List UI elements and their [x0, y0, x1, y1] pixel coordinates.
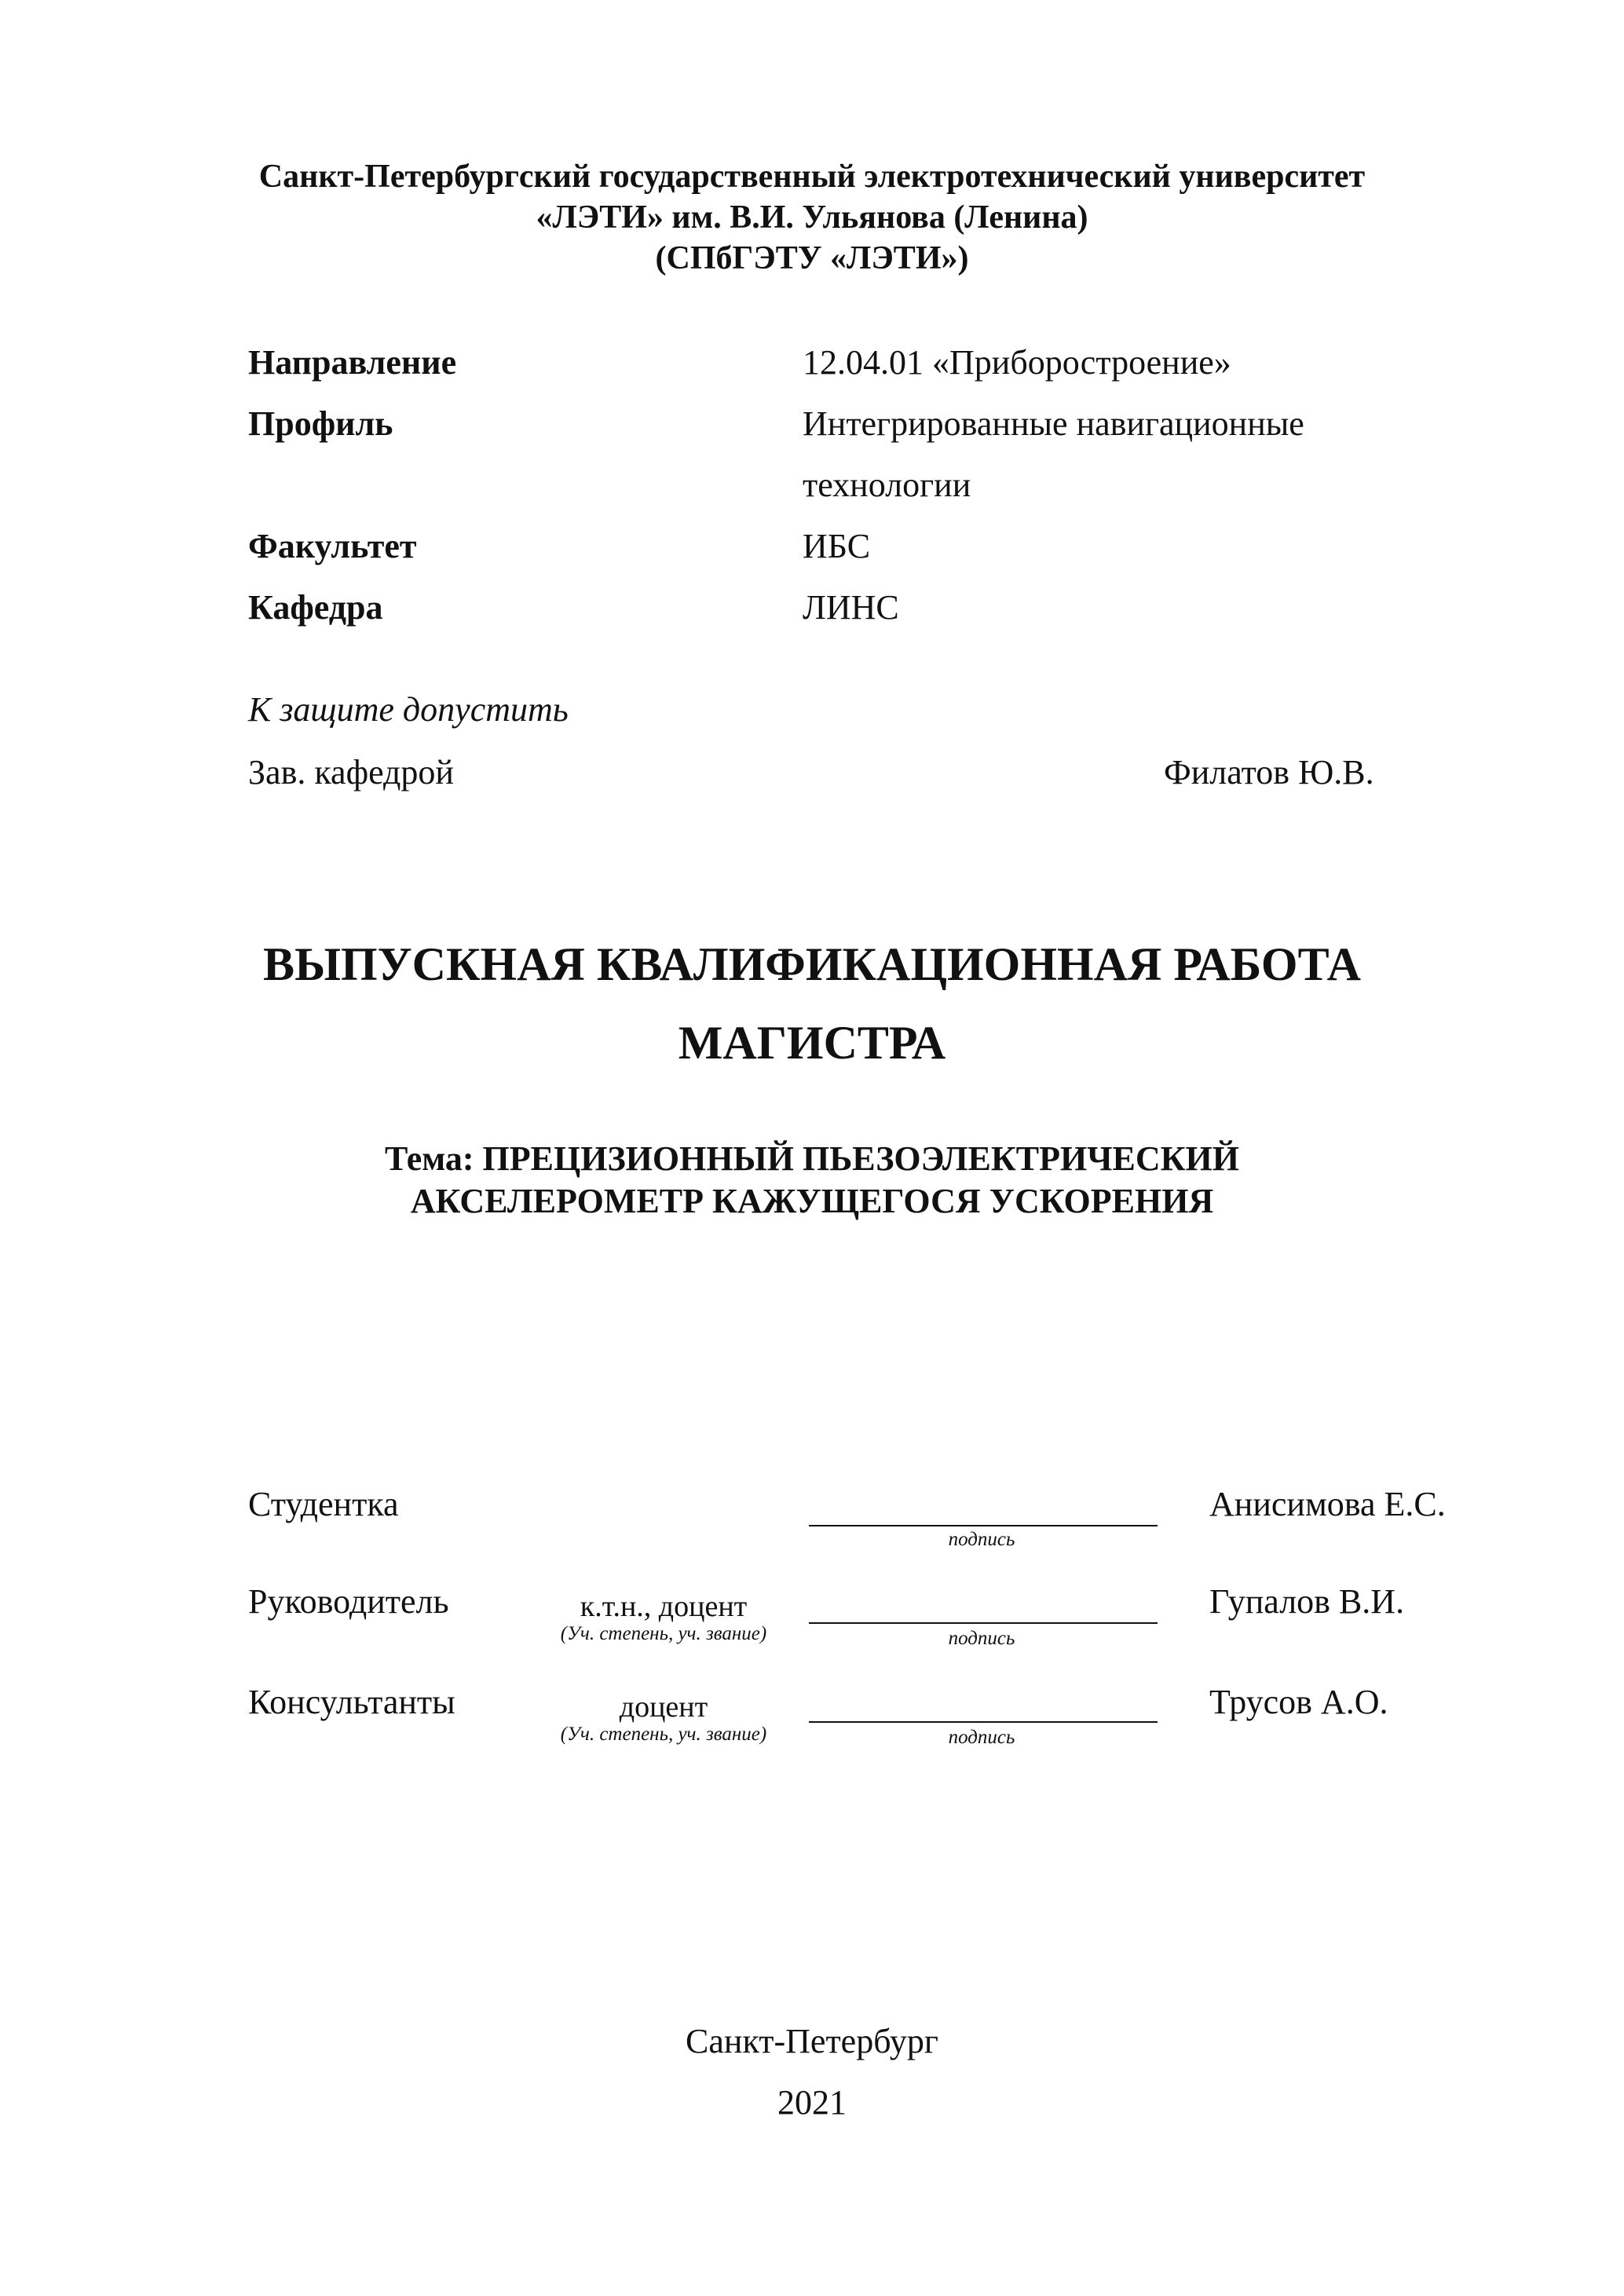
direction-label: Направление	[248, 343, 457, 382]
profile-label: Профиль	[248, 404, 393, 443]
supervisor-degree-hint: (Уч. степень, уч. звание)	[560, 1623, 767, 1644]
supervisor-name: Гупалов В.И.	[1209, 1582, 1405, 1621]
supervisor-role: Руководитель	[248, 1582, 449, 1621]
footer-city: Санкт-Петербург	[686, 2022, 938, 2060]
student-signature-hint: подпись	[948, 1529, 1015, 1550]
department-value: ЛИНС	[803, 588, 899, 627]
profile-value-line2: технологии	[803, 466, 971, 504]
document-title-line2: МАГИСТРА	[678, 1017, 946, 1069]
student-role: Студентка	[248, 1485, 399, 1523]
direction-value: 12.04.01 «Приборостроение»	[803, 343, 1231, 382]
consultants-role: Консультанты	[248, 1683, 455, 1721]
head-name: Филатов Ю.В.	[1164, 753, 1374, 792]
profile-value-line1: Интегрированные навигационные	[803, 404, 1304, 443]
footer-year: 2021	[777, 2083, 847, 2122]
consultants-name: Трусов А.О.	[1209, 1683, 1388, 1721]
topic-line2: АКСЕЛЕРОМЕТР КАЖУЩЕГОСЯ УСКОРЕНИЯ	[410, 1182, 1214, 1220]
admit-text: К защите допустить	[248, 690, 569, 729]
head-label: Зав. кафедрой	[248, 753, 454, 792]
student-signature-line	[809, 1525, 1158, 1526]
faculty-label: Факультет	[248, 527, 417, 565]
student-name: Анисимова Е.С.	[1209, 1485, 1446, 1523]
document-title-line1: ВЫПУСКНАЯ КВАЛИФИКАЦИОННАЯ РАБОТА	[263, 938, 1361, 990]
topic-line1: Тема: ПРЕЦИЗИОННЫЙ ПЬЕЗОЭЛЕКТРИЧЕСКИЙ	[385, 1139, 1239, 1178]
university-short-name: «ЛЭТИ» им. В.И. Ульянова (Ленина)	[536, 199, 1088, 236]
supervisor-degree: к.т.н., доцент	[580, 1590, 748, 1623]
consultants-degree-hint: (Уч. степень, уч. звание)	[560, 1724, 767, 1745]
faculty-value: ИБС	[803, 527, 871, 565]
university-name: Санкт-Петербургский государственный электротехнический университет	[258, 159, 1366, 195]
supervisor-signature-line	[809, 1622, 1158, 1624]
consultants-signature-hint: подпись	[948, 1727, 1015, 1748]
consultants-signature-line	[809, 1721, 1158, 1723]
supervisor-signature-hint: подпись	[948, 1628, 1015, 1649]
department-label: Кафедра	[248, 588, 383, 627]
university-abbreviation: (СПбГЭТУ «ЛЭТИ»)	[655, 240, 969, 276]
consultants-degree: доцент	[619, 1691, 708, 1724]
